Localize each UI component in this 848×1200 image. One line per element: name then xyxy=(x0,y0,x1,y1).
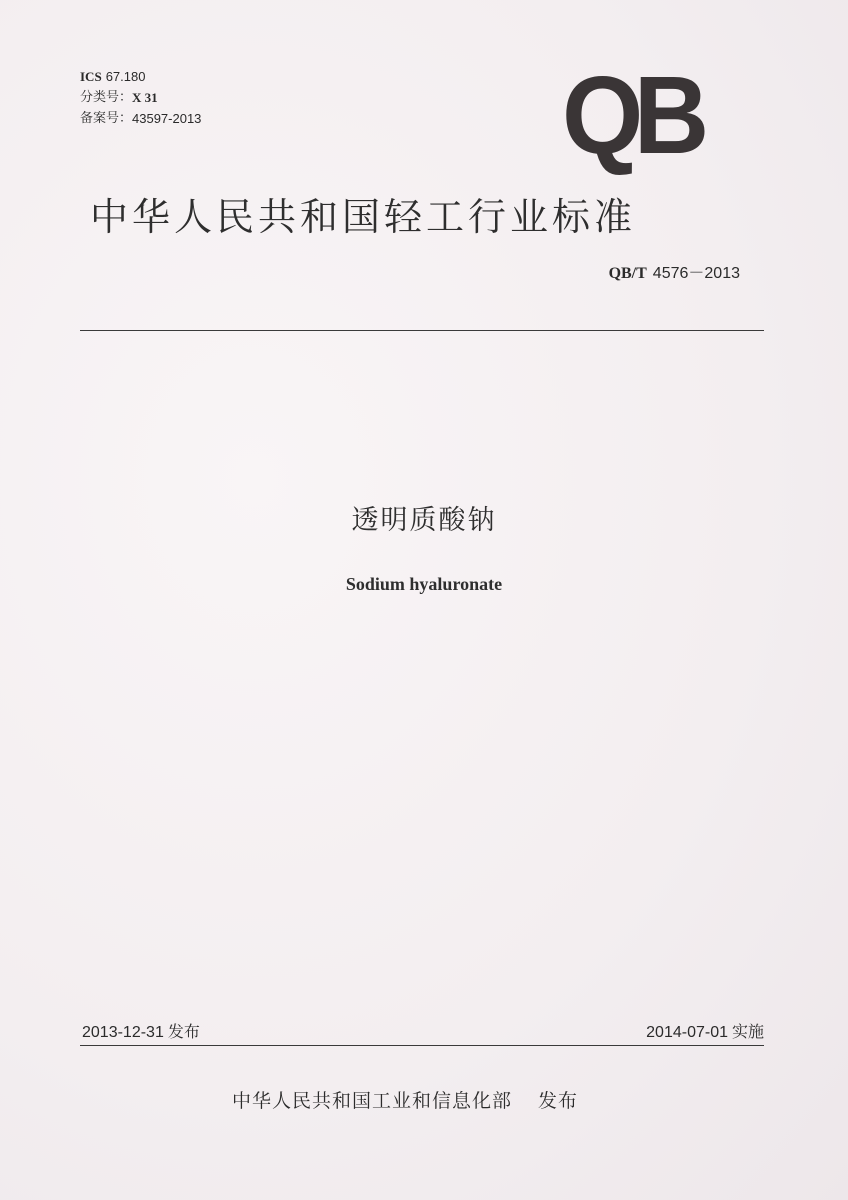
classification-value: X 31 xyxy=(132,90,158,105)
ics-label: ICS xyxy=(80,69,102,84)
document-title-en: Sodium hyaluronate xyxy=(345,574,503,594)
issue-label: 发布 xyxy=(167,1022,200,1041)
standard-number xyxy=(609,260,740,283)
issue-date: 2013-12-31 xyxy=(82,1024,164,1041)
ics-row xyxy=(80,66,201,87)
qb-logo: QB xyxy=(562,54,700,177)
classification-label: 分类号： xyxy=(80,90,133,105)
issuer-line xyxy=(232,1086,578,1113)
record-value: 43597-2013 xyxy=(132,111,202,126)
record-label: 备案号： xyxy=(80,111,133,126)
classification-row xyxy=(80,87,201,108)
effective-label: 实施 xyxy=(731,1022,764,1041)
ics-value: 67.180 xyxy=(105,69,146,84)
standard-number-value: 4576－2013 xyxy=(652,265,740,282)
issue-date-block xyxy=(82,1019,200,1042)
standard-prefix: QB/T xyxy=(608,265,647,282)
metadata-block xyxy=(80,66,201,129)
standard-category-title: 中华人民共和国轻工行业标准 xyxy=(90,195,637,239)
record-row xyxy=(80,108,201,129)
issuer-name: 中华人民共和国工业和信息化部 xyxy=(232,1090,513,1112)
effective-date-block xyxy=(646,1019,764,1042)
effective-date: 2014-07-01 xyxy=(646,1024,728,1041)
document-title-cn: 透明质酸钠 xyxy=(351,505,497,536)
bottom-divider xyxy=(80,1045,764,1046)
top-divider xyxy=(80,330,764,331)
publish-label: 发布 xyxy=(538,1090,579,1112)
